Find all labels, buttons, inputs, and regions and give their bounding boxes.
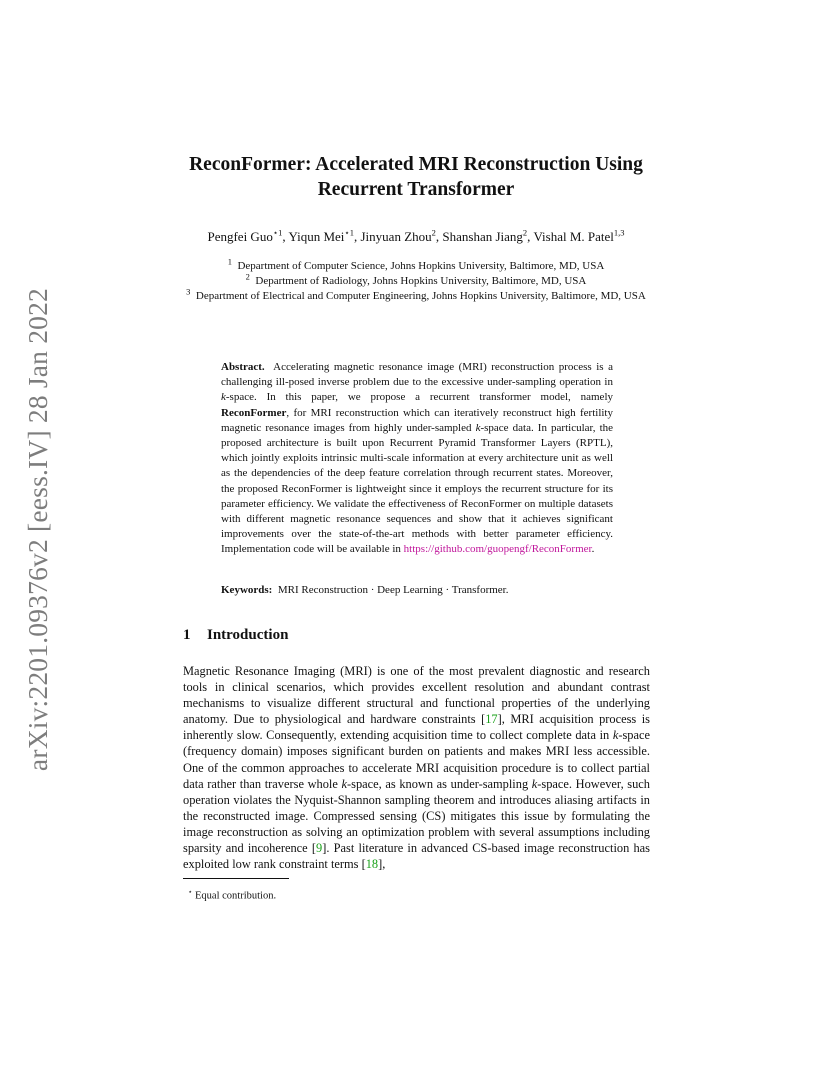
title-line-1: ReconFormer: Accelerated MRI Reconstruction Using — [189, 154, 643, 175]
footnote-text: Equal contribution. — [195, 890, 277, 902]
citation-link[interactable]: 18 — [365, 857, 379, 872]
author-list: Pengfei Guo$^{⋆1}$, Yiqun Mei$^{⋆1}$, Jinyuan Zhou$^2$, Shanshan Jiang$^2$, Vishal M. Patel$^{1,3}$ — [207, 227, 625, 244]
k-symbol: k — [221, 391, 226, 404]
k-symbol: k — [475, 421, 481, 434]
keywords-text: MRI Reconstruction · Deep Learning · Transformer. — [277, 584, 509, 596]
introduction-paragraph: Magnetic Resonance Imaging (MRI) is one of the most prevalent diagnostic and research tools in clinical scenarios, which provides excellent resolution and abundant contrast mechanisms to visualize different structural and functional properties of the underlying anatomy. Due to physiological and hardware constraints [17], MRI acquisition process is inherently slow. Consequently, extending acquisition time to collect complete data in k-space (frequency domain) imposes significant burden on patients and makes MRI less accessible. One of the common approaches to accelerate MRI acquisition procedure is to collect partial data rather than traverse whole k-space, as known as under-sampling k-space. However, such operation violates the Nyquist-Shannon sampling theorem and introduces aliasing artifacts in the reconstructed image. Compressed sensing (CS) mitigates this issue by formulating the image reconstruction as solving an optimization problem with several assumptions including sparsity and incoherence [9]. Past literature in advanced CS-based image reconstruction has exploited low rank constraint terms [18], — [183, 664, 651, 872]
section-number: 1 — [183, 627, 191, 643]
affiliations — [170, 256, 662, 304]
section-title: Introduction — [207, 627, 289, 643]
section-heading — [183, 627, 288, 644]
footnote-divider — [183, 878, 289, 879]
footnote — [188, 885, 276, 904]
author-name: Yiqun Mei — [288, 229, 345, 244]
author-affil-mark: 2 — [522, 227, 528, 238]
k-symbol: k — [612, 728, 619, 743]
footnote-mark: ⋆ — [188, 888, 193, 896]
k-symbol: k — [341, 776, 347, 791]
abstract: Abstract. Accelerating magnetic resonance image (MRI) reconstruction process is a challenging ill-posed inverse problem due to the excessive under-sampling operation in k-space. In this paper, we propose a recurrent transformer model, namely ReconFormer, for MRI reconstruction which can iteratively reconstruct high fertility magnetic resonance images from highly under-sampled k-space data. In particular, the proposed architecture is built upon Recurrent Pyramid Transformer Layers (RPTL), which jointly exploits intrinsic multi-scale information at every architecture unit as well as the dependencies of the deep feature correlation through recurrent states. Moreover, the proposed ReconFormer is lightweight since it employs the recurrent structure for its parameter efficiency. We validate the effectiveness of ReconFormer on multiple datasets with different magnetic resonance sequences and show that it achieves significant improvements over the state-of-the-art methods with better parameter efficiency. Implementation code will be available in https://github.com/guopengf/ReconFormer. — [221, 361, 614, 556]
keywords-label: Keywords: — [221, 584, 273, 596]
author-affil-mark: 2 — [431, 227, 436, 238]
affiliation-1: $^1$ Department of Computer Science, Johns Hopkins University, Baltimore, MD, USA — [227, 256, 605, 272]
arxiv-id-text: arXiv:2201.09376v2 [eess.IV] 28 Jan 2022 — [22, 288, 53, 772]
title-line-2: Recurrent Transformer — [317, 179, 515, 200]
affiliation-3: $^3$ Department of Electrical and Computer Engineering, Johns Hopkins University, Baltimore, MD, USA — [186, 286, 646, 302]
paper-title — [150, 152, 682, 202]
author-name: Jinyuan Zhou — [360, 229, 432, 244]
author-name: Vishal M. Patel — [533, 229, 614, 244]
keywords — [221, 583, 613, 598]
citation-link[interactable]: 17 — [485, 712, 498, 727]
k-symbol: k — [531, 776, 538, 791]
model-name: ReconFormer — [221, 406, 287, 419]
author-affil-mark: 1,3 — [613, 227, 625, 238]
github-link[interactable]: https://github.com/guopengf/ReconFormer — [403, 543, 592, 556]
affiliation-2: $^2$ Department of Radiology, Johns Hopkins University, Baltimore, MD, USA — [245, 271, 587, 287]
author-affil-mark: ⋆1 — [344, 227, 354, 238]
arxiv-watermark — [16, 290, 60, 770]
citation-link[interactable]: 9 — [316, 841, 323, 856]
abstract-label: Abstract. — [221, 361, 265, 373]
author-affil-mark: ⋆1 — [272, 227, 283, 238]
author-name: Shanshan Jiang — [442, 229, 523, 244]
author-name: Pengfei Guo — [207, 229, 273, 244]
